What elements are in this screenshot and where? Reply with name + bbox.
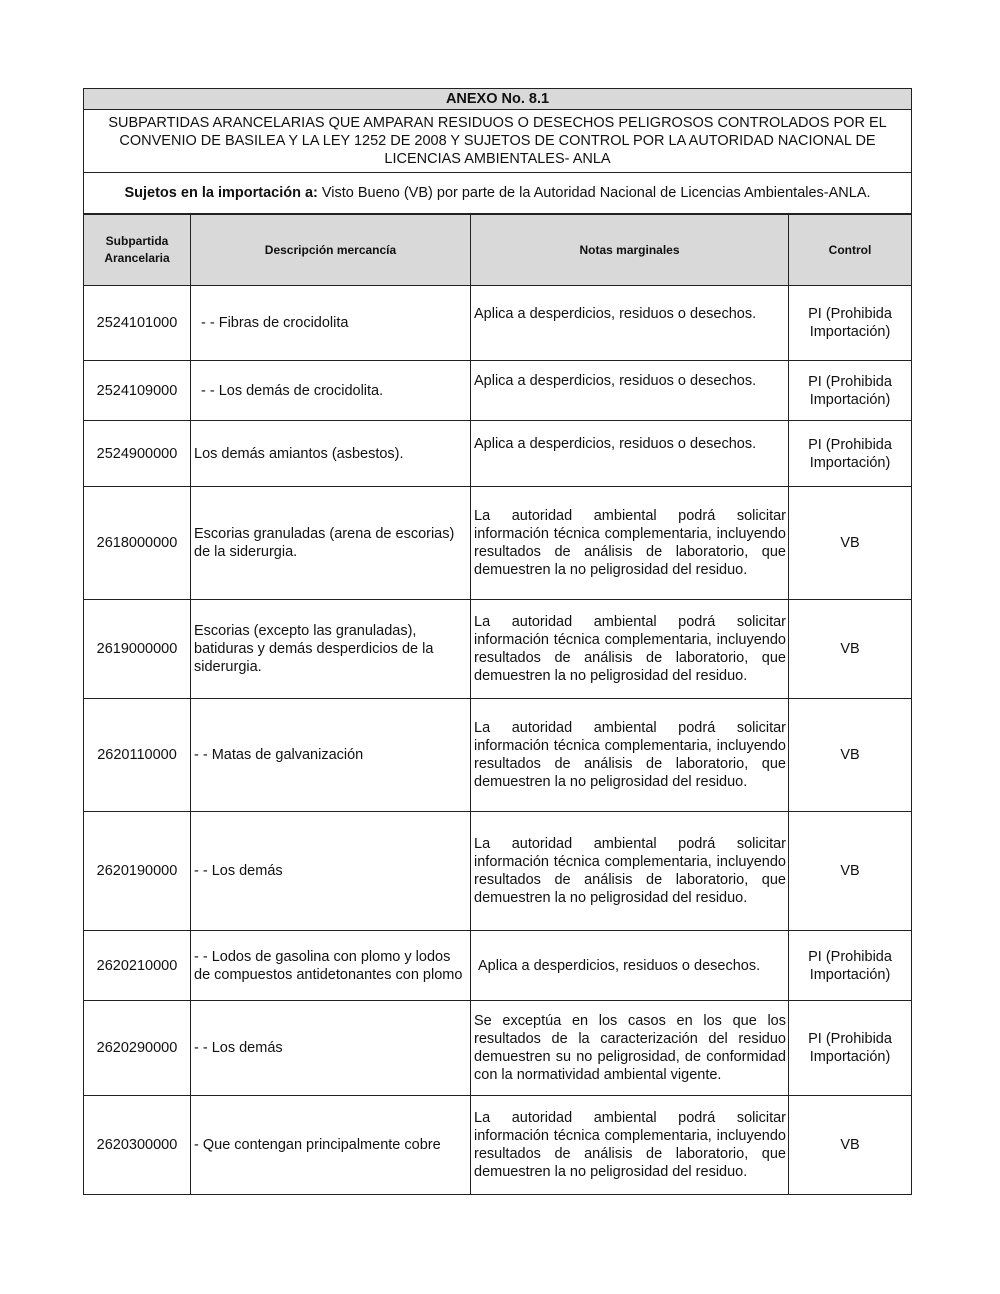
row-code: 2524900000 xyxy=(84,421,191,487)
row-note: La autoridad ambiental podrá solicitar información técnica complementaria, incluyendo resultados de análisis de laboratorio, que demuestren la no peligrosidad del residuo. xyxy=(471,1096,789,1195)
annex-subtitle: SUBPARTIDAS ARANCELARIAS QUE AMPARAN RESIDUOS O DESECHOS PELIGROSOS CONTROLADOS POR EL CONVENIO DE BASILEA Y LA LEY 1252 DE 2008 Y SUJETOS DE CONTROL POR LA AUTORIDAD NACIONAL DE LICENCIAS AMBIENTALES- ANLA xyxy=(84,110,912,173)
table-row xyxy=(84,931,912,1001)
row-description: - Que contengan principalmente cobre xyxy=(191,1096,471,1195)
row-control: PI (Prohibida Importación) xyxy=(789,361,912,421)
row-control: PI (Prohibida Importación) xyxy=(789,1001,912,1096)
row-note: La autoridad ambiental podrá solicitar información técnica complementaria, incluyendo resultados de análisis de laboratorio, que demuestren la no peligrosidad del residuo. xyxy=(471,487,789,600)
row-note: Aplica a desperdicios, residuos o desechos. xyxy=(471,286,789,361)
row-code: 2619000000 xyxy=(84,600,191,699)
row-code: 2620210000 xyxy=(84,931,191,1001)
table-row xyxy=(84,699,912,812)
table-row xyxy=(84,361,912,421)
row-code: 2620290000 xyxy=(84,1001,191,1096)
row-control: PI (Prohibida Importación) xyxy=(789,931,912,1001)
annex-table-container xyxy=(83,88,911,1195)
row-description: - - Lodos de gasolina con plomo y lodos de compuestos antidetonantes con plomo xyxy=(191,931,471,1001)
table-row xyxy=(84,421,912,487)
header-notas: Notas marginales xyxy=(471,214,789,286)
table-row xyxy=(84,1001,912,1096)
header-subpartida: Subpartida Arancelaria xyxy=(84,214,191,286)
row-note: Aplica a desperdicios, residuos o desechos. xyxy=(471,931,789,1001)
row-description: - - Los demás xyxy=(191,812,471,931)
table-row xyxy=(84,812,912,931)
row-control: VB xyxy=(789,812,912,931)
row-description: - - Los demás xyxy=(191,1001,471,1096)
table-row xyxy=(84,487,912,600)
import-subject-label: Sujetos en la importación a: xyxy=(124,185,318,201)
annex-title: ANEXO No. 8.1 xyxy=(84,89,912,110)
row-control: VB xyxy=(789,487,912,600)
import-subject-text: Visto Bueno (VB) por parte de la Autoridad Nacional de Licencias Ambientales-ANLA. xyxy=(317,185,871,201)
row-note: La autoridad ambiental podrá solicitar información técnica complementaria, incluyendo resultados de análisis de laboratorio, que demuestren la no peligrosidad del residuo. xyxy=(471,812,789,931)
row-note: Aplica a desperdicios, residuos o desechos. xyxy=(471,421,789,487)
row-code: 2524101000 xyxy=(84,286,191,361)
row-control: PI (Prohibida Importación) xyxy=(789,421,912,487)
row-description: - - Fibras de crocidolita xyxy=(191,286,471,361)
row-control: VB xyxy=(789,699,912,812)
row-description: Escorias (excepto las granuladas), batiduras y demás desperdicios de la siderurgia. xyxy=(191,600,471,699)
table-row xyxy=(84,1096,912,1195)
table-row xyxy=(84,286,912,361)
row-code: 2620190000 xyxy=(84,812,191,931)
row-description: Escorias granuladas (arena de escorias) de la siderurgia. xyxy=(191,487,471,600)
row-control: VB xyxy=(789,600,912,699)
row-code: 2620110000 xyxy=(84,699,191,812)
row-note: Aplica a desperdicios, residuos o desechos. xyxy=(471,361,789,421)
row-note: La autoridad ambiental podrá solicitar información técnica complementaria, incluyendo resultados de análisis de laboratorio, que demuestren la no peligrosidad del residuo. xyxy=(471,699,789,812)
row-code: 2524109000 xyxy=(84,361,191,421)
row-control: VB xyxy=(789,1096,912,1195)
row-note: Se exceptúa en los casos en los que los resultados de la caracterización del residuo demuestren su no peligrosidad, de conformidad con la normatividad ambiental vigente. xyxy=(471,1001,789,1096)
import-subject xyxy=(84,173,912,215)
annex-table xyxy=(83,88,912,1195)
row-control: PI (Prohibida Importación) xyxy=(789,286,912,361)
row-note: La autoridad ambiental podrá solicitar información técnica complementaria, incluyendo resultados de análisis de laboratorio, que demuestren la no peligrosidad del residuo. xyxy=(471,600,789,699)
row-code: 2620300000 xyxy=(84,1096,191,1195)
row-description: - - Los demás de crocidolita. xyxy=(191,361,471,421)
header-descripcion: Descripción mercancía xyxy=(191,214,471,286)
row-description: - - Matas de galvanización xyxy=(191,699,471,812)
row-description: Los demás amiantos (asbestos). xyxy=(191,421,471,487)
row-code: 2618000000 xyxy=(84,487,191,600)
table-header-row xyxy=(84,214,912,286)
header-control: Control xyxy=(789,214,912,286)
table-row xyxy=(84,600,912,699)
